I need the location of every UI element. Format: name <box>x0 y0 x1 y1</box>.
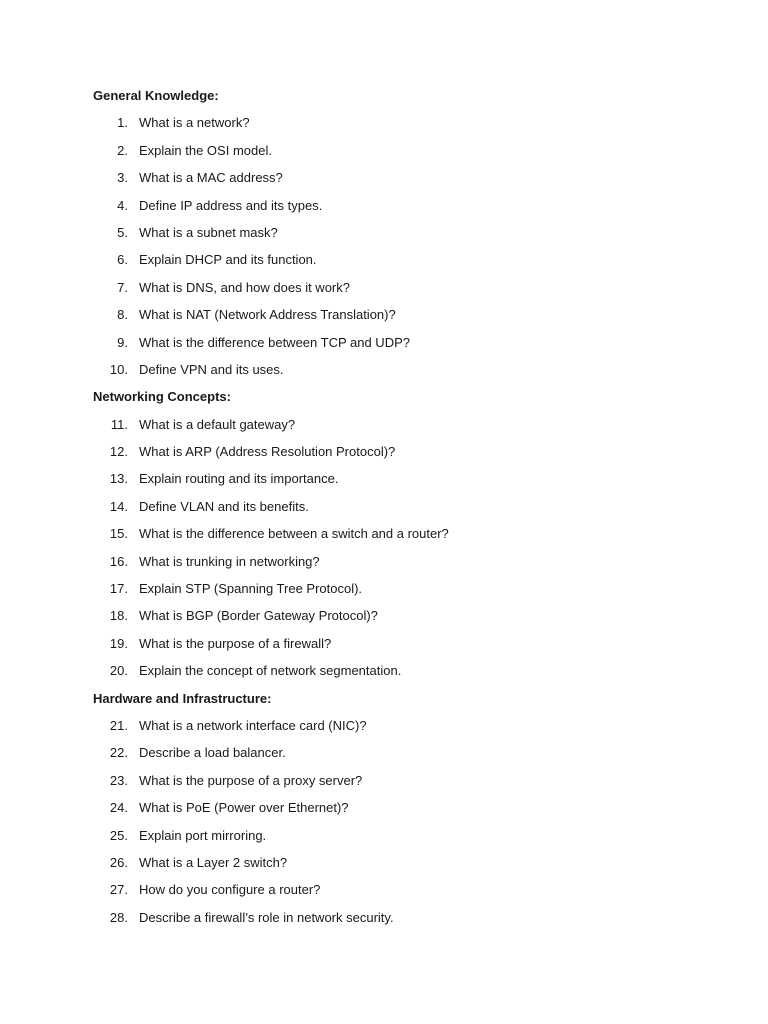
item-number: 16. <box>109 553 128 569</box>
item-text: Explain STP (Spanning Tree Protocol). <box>139 581 363 597</box>
item-text: Explain port mirroring. <box>139 827 267 843</box>
item-number: 2. <box>117 142 128 158</box>
list-item <box>93 794 713 821</box>
section-hardware-infrastructure <box>93 685 713 932</box>
item-text: What is DNS, and how does it work? <box>139 279 350 295</box>
list-item <box>93 465 713 492</box>
item-number: 25. <box>109 827 128 843</box>
item-number: 13. <box>109 471 128 487</box>
item-text: What is ARP (Address Resolution Protocol)? <box>139 444 396 460</box>
item-number: 15. <box>109 526 128 542</box>
item-number: 8. <box>117 307 128 323</box>
item-text: What is PoE (Power over Ethernet)? <box>139 800 349 816</box>
item-number: 3. <box>117 170 128 186</box>
item-number: 10. <box>109 361 128 377</box>
item-number: 19. <box>109 635 128 651</box>
list-item <box>93 876 713 903</box>
item-text: What is a subnet mask? <box>139 224 278 240</box>
item-number: 7. <box>117 279 128 295</box>
item-text: Explain the concept of network segmentation. <box>139 663 402 679</box>
list-item <box>93 411 713 438</box>
list-item <box>93 164 713 191</box>
list-item <box>93 301 713 328</box>
section-heading: General Knowledge: <box>93 88 219 103</box>
item-text: What is a network? <box>139 115 250 131</box>
list-item <box>93 767 713 794</box>
item-text: Describe a load balancer. <box>139 745 286 761</box>
item-number: 22. <box>109 745 128 761</box>
list-item <box>93 520 713 547</box>
item-text: What is a network interface card (NIC)? <box>139 717 367 733</box>
item-text: What is a default gateway? <box>139 416 296 432</box>
item-text: What is NAT (Network Address Translation)? <box>139 307 396 323</box>
list-item <box>93 904 713 931</box>
item-text: What is the difference between a switch and a router? <box>139 526 449 542</box>
item-number: 14. <box>109 498 128 514</box>
section-heading: Hardware and Infrastructure: <box>93 690 272 706</box>
item-text: Define VPN and its uses. <box>139 361 284 377</box>
item-number: 23. <box>109 772 128 788</box>
section-networking-concepts <box>93 383 713 684</box>
list-item <box>93 657 713 684</box>
list-item <box>93 219 713 246</box>
list-item <box>93 246 713 273</box>
item-text: Define IP address and its types. <box>139 197 323 213</box>
list-item <box>93 329 713 356</box>
item-number: 27. <box>109 882 128 898</box>
list-item <box>93 274 713 301</box>
item-text: What is trunking in networking? <box>139 553 320 569</box>
item-number: 20. <box>109 663 128 679</box>
list-item <box>93 548 713 575</box>
list-item <box>93 822 713 849</box>
item-number: 18. <box>109 608 128 624</box>
item-text: What is the purpose of a proxy server? <box>139 772 363 788</box>
item-number: 17. <box>109 581 128 597</box>
list-item <box>93 630 713 657</box>
item-text: What is BGP (Border Gateway Protocol)? <box>139 608 378 624</box>
item-number: 24. <box>109 800 128 816</box>
item-text: How do you configure a router? <box>139 882 321 898</box>
item-number: 6. <box>117 252 128 268</box>
list-item <box>93 109 713 136</box>
item-text: Define VLAN and its benefits. <box>139 498 309 514</box>
item-number: 11. <box>110 416 128 432</box>
list-item <box>93 575 713 602</box>
item-number: 26. <box>109 854 128 870</box>
section-general-knowledge <box>93 82 713 383</box>
item-text: What is the difference between TCP and UDP? <box>139 334 410 350</box>
item-text: Explain routing and its importance. <box>139 471 339 487</box>
item-number: 1. <box>117 115 128 131</box>
list-item <box>93 137 713 164</box>
item-number: 5. <box>117 224 128 240</box>
list-item <box>93 356 713 383</box>
document-body <box>93 82 713 931</box>
list-item <box>93 712 713 739</box>
list-item <box>93 739 713 766</box>
list-item <box>93 849 713 876</box>
item-number: 12. <box>109 444 128 460</box>
list-item <box>93 192 713 219</box>
item-text: Explain DHCP and its function. <box>139 252 317 268</box>
item-number: 28. <box>109 909 128 925</box>
section-heading: Networking Concepts: <box>93 389 231 405</box>
item-text: Explain the OSI model. <box>139 142 272 158</box>
list-item <box>93 493 713 520</box>
item-number: 9. <box>117 334 128 350</box>
list-item <box>93 602 713 629</box>
item-number: 4. <box>117 197 128 213</box>
item-text: What is a MAC address? <box>139 170 283 186</box>
list-item <box>93 438 713 465</box>
item-text: What is the purpose of a firewall? <box>139 635 332 651</box>
item-text: What is a Layer 2 switch? <box>139 854 288 870</box>
item-text: Describe a firewall’s role in network security. <box>139 909 394 925</box>
item-number: 21. <box>109 717 128 733</box>
